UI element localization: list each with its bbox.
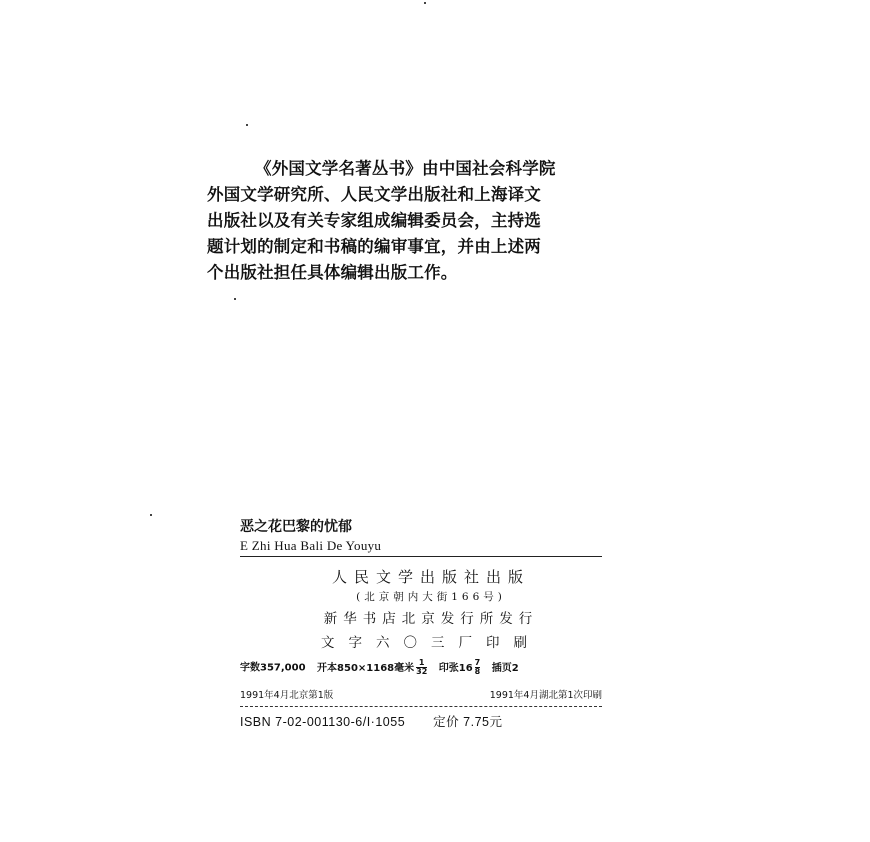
printing-line: 1991年4月湖北第1次印刷 <box>489 689 602 701</box>
speck-mark <box>234 298 236 300</box>
isbn-price-row <box>240 713 602 731</box>
speck-mark <box>246 124 248 126</box>
series-note-line-4: 题计划的制定和书稿的编审事宜，并由上述两 <box>207 237 541 256</box>
sheets-denominator: 8 <box>474 667 481 676</box>
price-value: 7.75元 <box>463 714 503 729</box>
edition-line: 1991年4月北京第1版 <box>240 689 334 701</box>
sheets-fraction <box>475 659 481 676</box>
publisher-line: 人民文学出版社出版 <box>331 568 530 586</box>
sheets-label: 印张16 <box>438 662 473 674</box>
book-specs <box>240 659 602 678</box>
series-note <box>207 156 637 286</box>
series-note-line-5: 个出版社担任具体编辑出版工作。 <box>207 263 458 282</box>
edition-info <box>240 688 602 704</box>
word-count: 字数357,000 <box>240 662 306 674</box>
speck-mark <box>424 2 426 4</box>
colophon <box>240 518 602 731</box>
series-note-line-2: 外国文学研究所、人民文学出版社和上海译文 <box>207 185 541 204</box>
speck-mark <box>150 514 152 516</box>
publisher-address: (北京朝内大街166号) <box>356 591 506 603</box>
price-label: 定价 <box>433 713 460 729</box>
isbn: ISBN 7-02-001130-6/I·1055 <box>240 714 406 729</box>
format-numerator: 1 <box>416 659 427 668</box>
book-title-chinese: 恶之花巴黎的忧郁 <box>240 519 352 535</box>
divider-top <box>240 556 602 557</box>
format-fraction <box>416 659 427 676</box>
distributor-line: 新华书店北京发行所发行 <box>323 611 539 627</box>
series-note-line-3: 出版社以及有关专家组成编辑委员会，主持选 <box>207 211 541 230</box>
format-denominator: 32 <box>416 667 428 676</box>
printer-line: 文字六〇三厂印刷 <box>321 635 541 651</box>
divider-bottom <box>240 706 602 707</box>
series-note-line-1: 《外国文学名著丛书》由中国社会科学院 <box>255 159 556 178</box>
sheets-numerator: 7 <box>474 658 481 667</box>
plates-count: 插页2 <box>491 662 519 674</box>
book-title-pinyin: E Zhi Hua Bali De Youyu <box>240 538 382 553</box>
format-label: 开本850×1168毫米 <box>317 662 415 674</box>
